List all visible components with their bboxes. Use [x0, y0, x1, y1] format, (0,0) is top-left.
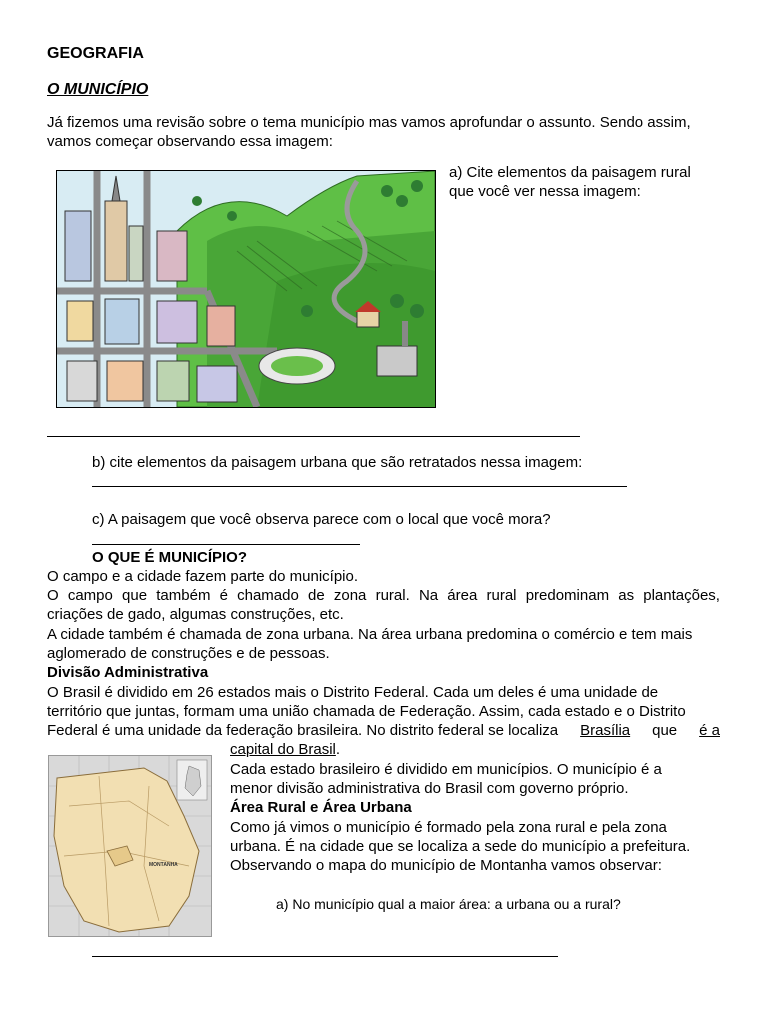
area-line-2: urbana. É na cidade que se localiza a sede do município a prefeitura.: [230, 838, 691, 855]
topic-title: O MUNICÍPIO: [47, 81, 149, 98]
divisao-line-3-mid: que: [652, 722, 678, 739]
answer-line-c[interactable]: [92, 544, 360, 545]
landscape-illustration: [56, 170, 436, 408]
area-line-1: Como já vimos o município é formado pela zona rural e pela zona: [230, 819, 667, 836]
answer-line-b[interactable]: [92, 486, 627, 487]
divisao-line-2: território que juntas, formam uma união chamada de Federação. Assim, cada estado e o Distrito: [47, 703, 686, 720]
word: O: [47, 587, 59, 604]
section-municipio-title: O QUE É MUNICÍPIO?: [92, 549, 248, 566]
municipio-p1: O campo e a cidade fazem parte do município.: [47, 568, 359, 585]
intro-line-2: vamos começar observando essa imagem:: [47, 133, 333, 150]
word: chamado: [237, 587, 299, 604]
montanha-map-drawing: [49, 756, 211, 936]
subject-title: GEOGRAFIA: [47, 45, 144, 62]
word: predominam: [525, 587, 610, 604]
word: plantações,: [643, 587, 720, 604]
area-line-3: Observando o mapa do município de Montanha vamos observar:: [230, 857, 662, 874]
section-divisao-title: Divisão Administrativa: [47, 664, 209, 681]
period: .: [335, 741, 341, 758]
municipio-p3-line-2: aglomerado de construções e de pessoas.: [47, 645, 330, 662]
divisao-line-5: Cada estado brasileiro é dividido em municípios. O município é a: [230, 761, 662, 778]
brasilia-link[interactable]: Brasília: [580, 722, 631, 739]
municipio-p2-line-1: [47, 586, 720, 605]
capital-link-part-2[interactable]: capital do Brasil: [230, 741, 336, 758]
section-area-title: Área Rural e Área Urbana: [230, 799, 412, 816]
divisao-line-1: O Brasil é dividido em 26 estados mais o Distrito Federal. Cada um deles é uma unidade de: [47, 684, 659, 701]
municipio-p3-line-1: A cidade também é chamada de zona urbana. Na área urbana predomina o comércio e tem mais: [47, 626, 693, 643]
word: também: [156, 587, 211, 604]
area-question-a: a) No município qual a maior área: a urbana ou a rural?: [276, 896, 621, 912]
word: área: [447, 587, 478, 604]
word: zona: [333, 587, 367, 604]
word: de: [308, 587, 325, 604]
city-countryside-drawing: [57, 171, 435, 407]
question-c: c) A paisagem que você observa parece com o local que você mora?: [92, 511, 551, 528]
question-a-line-2: que você ver nessa imagem:: [449, 183, 641, 200]
municipio-p2-line-2: criações de gado, algumas construções, etc.: [47, 606, 344, 623]
municipality-map: [48, 755, 212, 937]
intro-line-1: Já fizemos uma revisão sobre o tema município mas vamos aprofundar o assunto. Sendo assim,: [47, 114, 691, 131]
word: campo: [67, 587, 113, 604]
divisao-line-6: menor divisão administrativa do Brasil com governo próprio.: [230, 780, 629, 797]
map-label: MONTANHA: [149, 862, 178, 868]
question-b: b) cite elementos da paisagem urbana que são retratados nessa imagem:: [92, 454, 583, 471]
question-a-line-1: a) Cite elementos da paisagem rural: [449, 164, 691, 181]
word: Na: [418, 587, 439, 604]
word: é: [219, 587, 228, 604]
answer-line-area[interactable]: [92, 956, 558, 957]
divisao-line-3-text: Federal é uma unidade da federação brasileira. No distrito federal se localiza: [47, 722, 559, 739]
divisao-line-4: [230, 740, 340, 759]
answer-line-a[interactable]: [47, 436, 580, 437]
divisao-line-3: [47, 721, 720, 740]
word: as: [618, 587, 635, 604]
word: que: [122, 587, 148, 604]
capital-link-part-1[interactable]: é a: [699, 722, 720, 739]
word: rural.: [375, 587, 410, 604]
word: rural: [486, 587, 517, 604]
